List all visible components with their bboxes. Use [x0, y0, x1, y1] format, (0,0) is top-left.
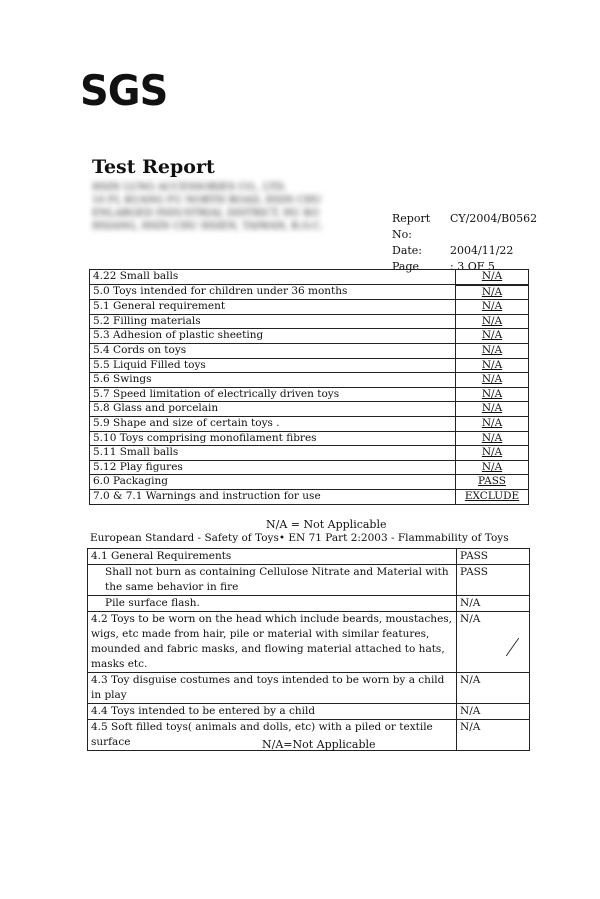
result-cell: PASS	[457, 549, 530, 565]
table-row	[90, 460, 529, 475]
table-row	[88, 549, 530, 565]
clause-text: Toys intended for children under 36 months	[113, 285, 348, 298]
clause-description	[90, 329, 456, 344]
table-row	[90, 489, 529, 504]
result-cell: N/A	[456, 329, 529, 344]
table-row	[88, 704, 530, 720]
address-line: ENLARGED INDUSTRIAL DISTRICT, HU KO	[92, 208, 320, 219]
clause-number: 5.11	[93, 446, 117, 459]
blurred-address	[92, 181, 350, 233]
clause-number: 5.12	[93, 460, 117, 473]
clause-text: Glass and porcelain	[113, 402, 219, 415]
result-cell: N/A	[456, 373, 529, 388]
table-row	[90, 402, 529, 417]
table-row	[90, 416, 529, 431]
result-cell: N/A	[456, 270, 529, 285]
clause-text: Shape and size of certain toys .	[113, 416, 280, 429]
section-heading-flammability: European Standard - Safety of Toys• EN 71 Part 2:2003 - Flammability of Toys	[90, 532, 509, 544]
clause-text: Swings	[113, 373, 152, 386]
result-cell: PASS	[457, 565, 530, 596]
clause-description	[90, 402, 456, 417]
result-cell: N/A	[457, 612, 530, 673]
address-line: 10 FL KUANG FU NORTH ROAD, HSIN CHU	[92, 195, 322, 206]
table-row	[90, 358, 529, 373]
report-no: CY/2004/B0562	[450, 212, 538, 225]
requirement-description: 4.4 Toys intended to be entered by a child	[88, 704, 457, 720]
result-cell: N/A	[457, 596, 530, 612]
clause-number: 7.0 & 7.1	[93, 489, 143, 502]
results-table-en71-part1	[89, 269, 529, 505]
page-number: : 3 OF 5	[450, 260, 495, 273]
requirement-description: 4.3 Toy disguise costumes and toys intended to be worn by a child in play	[88, 673, 457, 704]
date-label: Date:	[392, 244, 423, 257]
clause-description	[90, 460, 456, 475]
clause-description	[90, 285, 456, 300]
clause-text: General requirement	[113, 300, 226, 313]
report-title: Test Report	[92, 156, 215, 178]
clause-number: 5.4	[93, 343, 110, 356]
result-cell: N/A	[456, 285, 529, 300]
clause-description	[90, 475, 456, 490]
clause-number: 5.6	[93, 373, 110, 386]
clause-description	[90, 446, 456, 461]
table-row	[90, 387, 529, 402]
clause-text: Speed limitation of electrically driven toys	[113, 387, 340, 400]
clause-description	[90, 387, 456, 402]
clause-description	[90, 270, 456, 285]
result-cell: N/A	[457, 720, 530, 751]
clause-text: Small balls	[119, 270, 179, 282]
results-table-en71-part2	[87, 548, 530, 751]
table-row	[90, 270, 529, 285]
clause-number: 5.10	[93, 431, 117, 444]
report-date: 2004/11/22	[450, 244, 514, 257]
report-meta	[392, 211, 537, 275]
result-cell: EXCLUDE	[456, 489, 529, 504]
clause-description	[90, 343, 456, 358]
requirement-description: Shall not burn as containing Cellulose Nitrate and Material with the same behavior in fire	[88, 565, 457, 596]
requirement-description: Pile surface flash.	[88, 596, 457, 612]
result-cell: N/A	[456, 343, 529, 358]
clause-number: 5.3	[93, 329, 110, 342]
result-cell: N/A	[456, 460, 529, 475]
clause-text: Packaging	[113, 475, 168, 488]
result-cell: N/A	[456, 446, 529, 461]
table-row	[90, 431, 529, 446]
report-no-label: Report No:	[392, 212, 431, 241]
result-cell: N/A	[456, 431, 529, 446]
clause-number: 5.0	[93, 285, 110, 298]
clause-text: Cords on toys	[113, 343, 187, 356]
clause-number: 5.8	[93, 402, 110, 415]
address-line: HSIANG, HSIN CHU HSIEN, TAIWAN, R.O.C.	[92, 221, 323, 232]
clause-text: Adhesion of plastic sheeting	[113, 329, 264, 342]
clause-number: 4.22	[93, 270, 117, 282]
result-cell: N/A	[457, 704, 530, 720]
clause-text: Filling materials	[113, 314, 201, 327]
table-row	[90, 475, 529, 490]
clause-number: 5.9	[93, 416, 110, 429]
clause-description	[90, 416, 456, 431]
clause-text: Small balls	[119, 446, 179, 459]
clause-number: 5.1	[93, 300, 110, 313]
table-row	[90, 373, 529, 388]
result-cell: N/A	[456, 314, 529, 329]
table-row	[88, 596, 530, 612]
clause-text: Liquid Filled toys	[113, 358, 206, 371]
result-cell: PASS	[456, 475, 529, 490]
na-note-2: N/A=Not Applicable	[262, 738, 376, 751]
clause-description	[90, 431, 456, 446]
table-row	[88, 565, 530, 596]
clause-text: Warnings and instruction for use	[145, 489, 321, 502]
result-cell: N/A	[456, 402, 529, 417]
address-line: HSIN LUNG ACCESSORIES CO., LTD.	[92, 182, 287, 193]
result-cell: N/A	[456, 416, 529, 431]
result-cell: N/A	[456, 387, 529, 402]
table-row	[90, 285, 529, 300]
requirement-description: 4.2 Toys to be worn on the head which include beards, moustaches, wigs, etc made from hair, pile or material with similar features, mounded and fabric masks, and flowing material attached to hats, masks etc.	[88, 612, 457, 673]
na-note-1: N/A = Not Applicable	[266, 518, 387, 531]
requirement-description: 4.1 General Requirements	[88, 549, 457, 565]
clause-description	[90, 358, 456, 373]
clause-text: Play figures	[119, 460, 183, 473]
clause-description	[90, 373, 456, 388]
table-row	[90, 300, 529, 315]
sgs-logo: SGS	[80, 66, 168, 115]
table-row	[90, 314, 529, 329]
table-row	[88, 612, 530, 673]
clause-number: 5.2	[93, 314, 110, 327]
clause-description	[90, 300, 456, 315]
table-row	[88, 673, 530, 704]
clause-number: 6.0	[93, 475, 110, 488]
result-cell: N/A	[456, 358, 529, 373]
clause-description	[90, 314, 456, 329]
table-row	[90, 329, 529, 344]
page-label: Page	[392, 260, 420, 273]
table-row	[90, 343, 529, 358]
requirement-description: 4.5 Soft filled toys( animals and dolls, etc) with a piled or textile surface	[88, 720, 457, 751]
clause-description	[90, 489, 456, 504]
result-cell: N/A	[457, 673, 530, 704]
clause-number: 5.7	[93, 387, 110, 400]
result-cell: N/A	[456, 300, 529, 315]
clause-number: 5.5	[93, 358, 110, 371]
table-row	[90, 446, 529, 461]
clause-text: Toys comprising monofilament fibres	[119, 431, 317, 444]
